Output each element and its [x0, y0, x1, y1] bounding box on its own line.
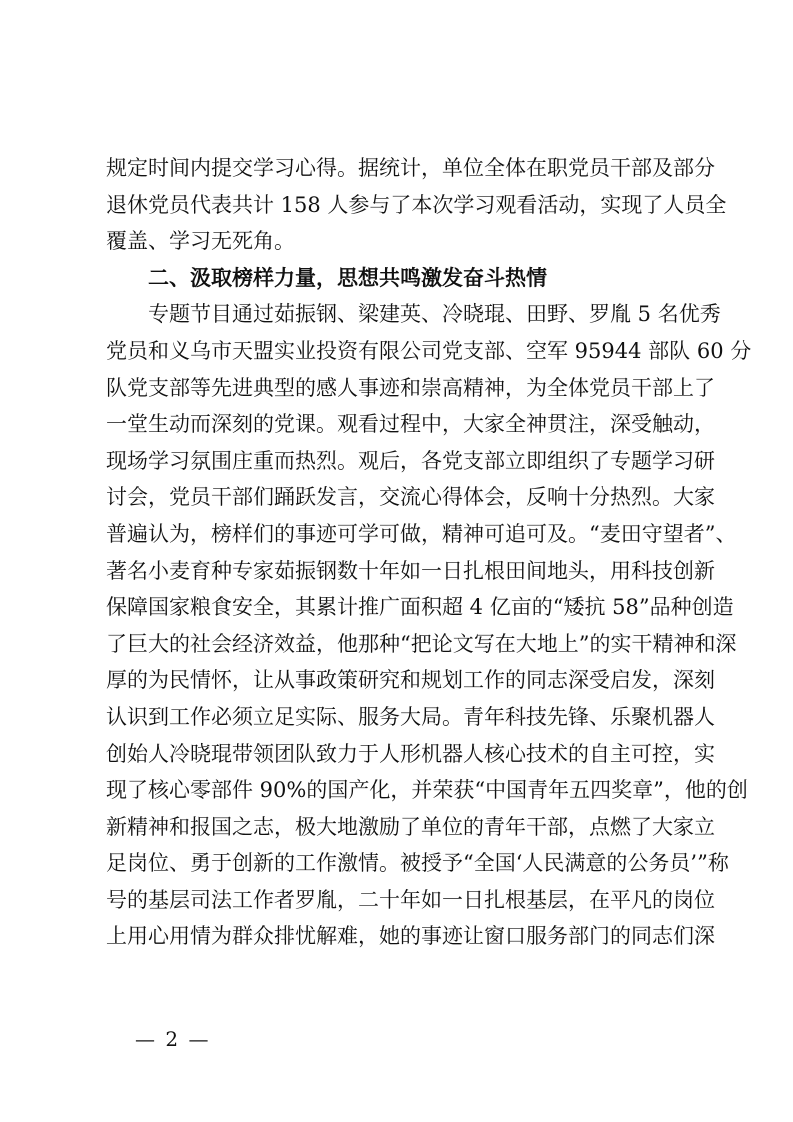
body-text — [106, 150, 752, 955]
text-line: 足岗位、勇于创新的工作激情。被授予“全国‘人民满意的公务员’”称 — [106, 851, 729, 876]
text-line: 普遍认为，榜样们的事迹可学可做，精神可追可及。“麦田守望者”、 — [106, 521, 737, 546]
text-line: 新精神和报国之志，极大地激励了单位的青年干部，点燃了大家立 — [106, 814, 715, 839]
text-line: 厚的为民情怀，让从事政策研究和规划工作的同志深受启发，深刻 — [106, 668, 715, 693]
text-line: 上用心用情为群众排忧解难，她的事迹让窗口服务部门的同志们深 — [106, 924, 715, 949]
text-line: 著名小麦育种专家茹振钢数十年如一日扎根田间地头，用科技创新 — [106, 558, 715, 583]
text-line: 了巨大的社会经济效益，他那种“把论文写在大地上”的实干精神和深 — [106, 631, 737, 656]
page-number: — 2 — — [135, 1027, 211, 1051]
section-heading: 二、汲取榜样力量，思想共鸣激发奋斗热情 — [148, 265, 547, 290]
text-line: 保障国家粮食安全，其累计推广面积超 4 亿亩的“矮抗 58”品种创造 — [106, 595, 734, 620]
text-line: 专题节目通过茹振钢、梁建英、冷晓琨、田野、罗胤 5 名优秀 — [148, 302, 721, 327]
text-line: 讨会，党员干部们踊跃发言，交流心得体会，反响十分热烈。大家 — [106, 485, 715, 510]
text-line: 覆盖、学习无死角。 — [106, 229, 295, 254]
text-line: 现场学习氛围庄重而热烈。观后，各党支部立即组织了专题学习研 — [106, 448, 715, 473]
text-line: 创始人冷晓琨带领团队致力于人形机器人核心技术的自主可控，实 — [106, 741, 715, 766]
text-line: 规定时间内提交学习心得。据统计，单位全体在职党员干部及部分 — [106, 156, 715, 180]
text-line: 现了核心零部件 90%的国产化，并荣获“中国青年五四奖章”，他的创 — [106, 778, 748, 803]
text-line: 一堂生动而深刻的党课。观看过程中，大家全神贯注，深受触动， — [106, 412, 715, 437]
text-line: 队党支部等先进典型的感人事迹和崇高精神，为全体党员干部上了 — [106, 375, 715, 400]
text-line: 认识到工作必须立足实际、服务大局。青年科技先锋、乐聚机器人 — [106, 704, 715, 729]
text-line: 号的基层司法工作者罗胤，二十年如一日扎根基层，在平凡的岗位 — [106, 887, 715, 912]
text-line: 党员和义乌市天盟实业投资有限公司党支部、空军 95944 部队 60 分 — [106, 338, 752, 363]
text-line: 退休党员代表共计 158 人参与了本次学习观看活动，实现了人员全 — [106, 192, 727, 217]
